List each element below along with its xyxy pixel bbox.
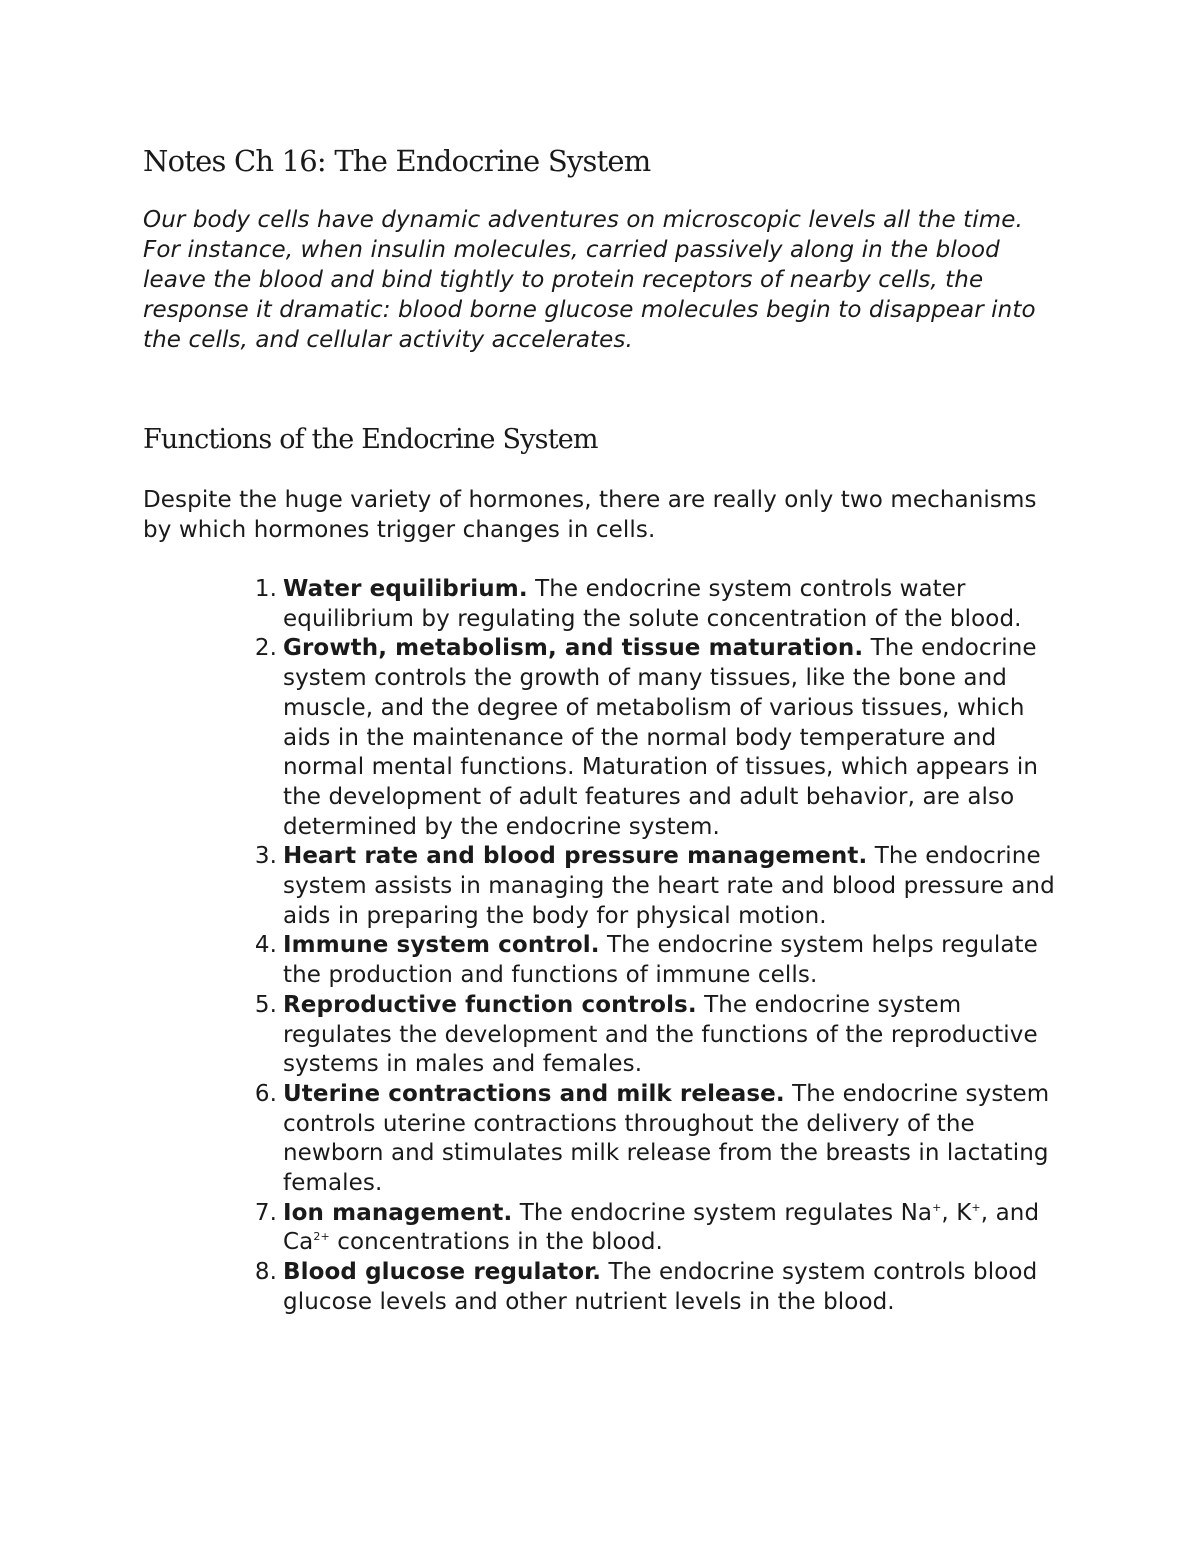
list-item-text: The endocrine system controls uterine contractions throughout the delivery of the newborn and stimulates milk release from the breasts in lactating females. bbox=[283, 1080, 1050, 1197]
list-item-number: 1. bbox=[254, 576, 277, 602]
list-item-number: 4. bbox=[254, 932, 277, 959]
list-item-term: Immune system control. bbox=[283, 932, 600, 959]
list-item-text: The endocrine system helps regulate the production and functions of immune cells. bbox=[283, 932, 1038, 989]
list-item bbox=[254, 1258, 1073, 1317]
list-item-term: Uterine contractions and milk release. bbox=[283, 1080, 785, 1107]
functions-list bbox=[254, 575, 1073, 1318]
superscript: + bbox=[932, 1200, 942, 1214]
list-item-text: The endocrine system controls water equilibrium by regulating the solute concentration of the blood. bbox=[283, 576, 1022, 632]
intro-paragraph: Our body cells have dynamic adventures on microscopic levels all the time. For instance, when insulin molecules, carried passively along in the blood leave the blood and bind tightly to protein receptors of nearby cells, the response it dramatic: blood borne glucose molecules begin to disappear into the cells, and cellular activity accelerates. bbox=[143, 207, 1036, 353]
list-item-number: 8. bbox=[254, 1259, 277, 1286]
list-item-number: 2. bbox=[254, 635, 277, 662]
list-item bbox=[254, 1080, 1073, 1199]
list-item-number: 6. bbox=[254, 1080, 277, 1107]
page-title: Notes Ch 16: The Endocrine System bbox=[143, 144, 651, 178]
list-item-text: The endocrine system controls the growth of many tissues, like the bone and muscle, and the degree of metabolism of various tissues, which aids in the maintenance of the normal body temperature and normal mental functions. Maturation of tissues, which appears in the development of adult features and adult behavior, are also determined by the endocrine system. bbox=[283, 635, 1039, 840]
list-item bbox=[254, 1199, 1073, 1258]
section-lead-paragraph: Despite the huge variety of hormones, there are really only two mechanisms by which hormones trigger changes in cells. bbox=[143, 487, 1037, 543]
list-item-text: The endocrine system regulates the development and the functions of the reproductive systems in males and females. bbox=[283, 991, 1038, 1078]
list-item bbox=[254, 634, 1073, 842]
list-item-number: 7. bbox=[254, 1199, 277, 1226]
list-item-term: Water equilibrium. bbox=[283, 576, 528, 602]
list-item-text: , K bbox=[941, 1199, 972, 1226]
list-item bbox=[254, 931, 1073, 990]
list-item-text: The endocrine system regulates Na bbox=[512, 1199, 933, 1226]
superscript: + bbox=[971, 1200, 981, 1214]
list-item-term: Blood glucose regulator. bbox=[283, 1259, 602, 1286]
list-item-number: 3. bbox=[254, 843, 277, 870]
list-item bbox=[254, 575, 1073, 634]
section-heading: Functions of the Endocrine System bbox=[143, 424, 598, 455]
superscript: 2+ bbox=[313, 1230, 330, 1244]
list-item-term: Growth, metabolism, and tissue maturation. bbox=[283, 635, 864, 662]
list-item-text: The endocrine system assists in managing the heart rate and blood pressure and aids in preparing the body for physical motion. bbox=[283, 843, 1055, 929]
list-item bbox=[254, 842, 1073, 931]
list-item-text: The endocrine system controls blood glucose levels and other nutrient levels in the blood. bbox=[283, 1259, 1038, 1315]
list-item-term: Reproductive function controls. bbox=[283, 991, 697, 1018]
list-item-term: Ion management. bbox=[283, 1199, 513, 1226]
list-item bbox=[254, 991, 1073, 1080]
list-item-text: concentrations in the blood. bbox=[329, 1229, 663, 1256]
list-item-number: 5. bbox=[254, 991, 277, 1018]
list-item-term: Heart rate and blood pressure management. bbox=[283, 843, 868, 870]
list-item-text: , and Ca bbox=[283, 1199, 1040, 1256]
